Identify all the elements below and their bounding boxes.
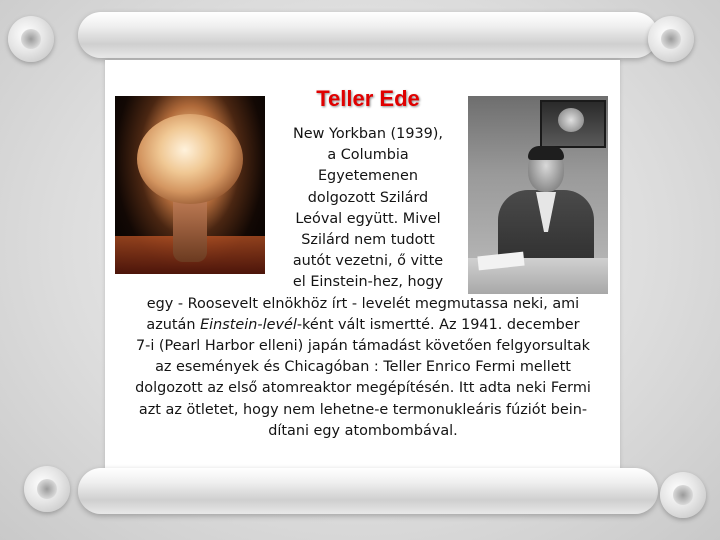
scroll-curl-bottom-right xyxy=(660,472,706,518)
text-fragment: azután xyxy=(146,316,201,333)
text-line: 7-i (Pearl Harbor elleni) japán támadást követően felgyorsultak xyxy=(136,338,590,355)
slide-title: Teller Ede xyxy=(316,86,420,111)
scroll-curl-top-right xyxy=(648,16,694,62)
text-line: Szilárd nem tudott xyxy=(301,232,435,249)
text-line: New Yorkban (1939), xyxy=(293,126,443,142)
scroll-bottom-roll xyxy=(78,468,658,514)
text-line: az események és Chicagóban : Teller Enrico Fermi mellett xyxy=(155,359,571,376)
text-line: azt az ötletet, hogy nem lehetne-e termonukleáris fúziót bein- xyxy=(138,401,588,418)
scroll-curl-top-left xyxy=(8,16,54,62)
scroll-curl-bottom-left xyxy=(24,466,70,512)
biography-paragraph xyxy=(108,124,618,442)
text-line: dolgozott Szilárd xyxy=(307,189,429,206)
text-line xyxy=(108,315,618,336)
text-line: dítani egy atombombával. xyxy=(268,422,458,439)
einstein-letter-term: Einstein-levél xyxy=(200,316,297,333)
text-line: Egyetemenen xyxy=(317,168,419,185)
text-line: autót vezetni, ő vitte xyxy=(292,253,444,270)
text-line: dolgozott az első atomreaktor megépítésén. Itt adta neki Fermi xyxy=(135,380,591,397)
text-line: el Einstein-hez, hogy xyxy=(292,274,444,291)
text-line: Leóval együtt. Mivel xyxy=(295,210,441,227)
text-line: egy - Roosevelt elnökhöz írt - levelét megmutassa neki, ami xyxy=(146,295,580,312)
text-fragment: -ként vált ismertté. Az 1941. december xyxy=(296,316,580,333)
scroll-top-roll xyxy=(78,12,658,58)
text-line: a Columbia xyxy=(327,147,409,164)
